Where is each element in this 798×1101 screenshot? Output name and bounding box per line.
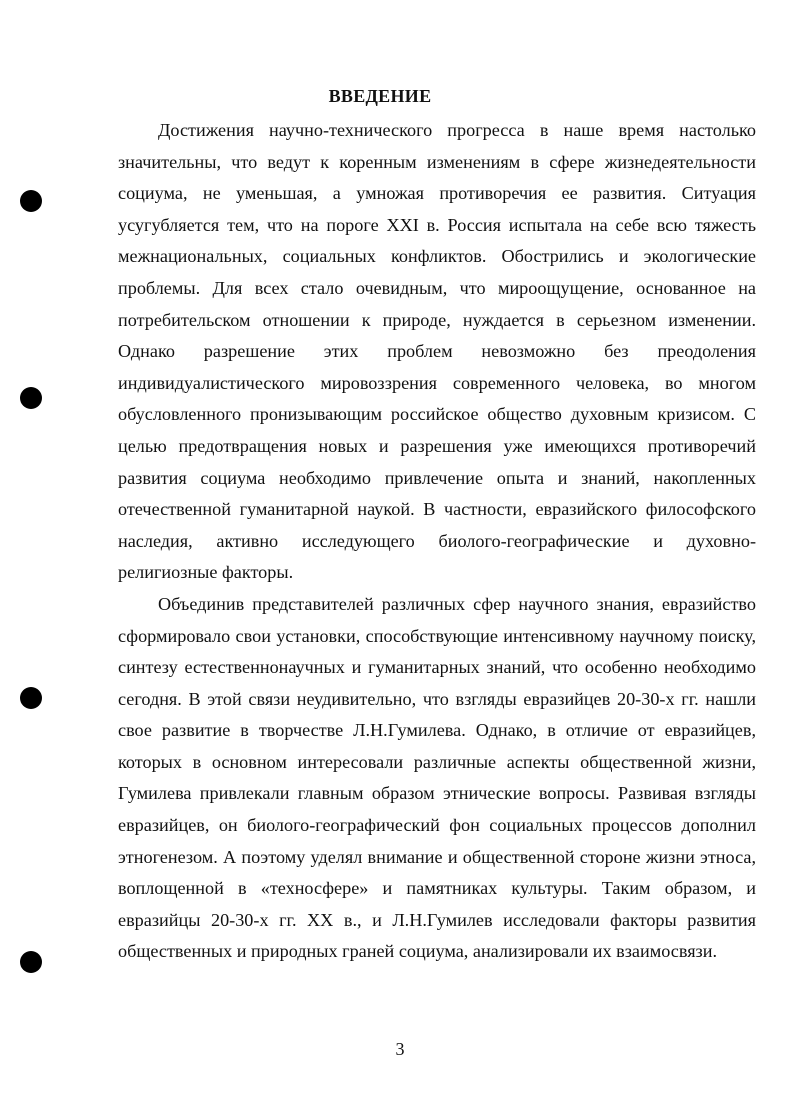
body-text <box>118 115 756 968</box>
paragraph-2: Объединив представителей различных сфер научного знания, евразийство сформировало свои установки, способствующие интенсивному научному поиску, синтезу естественнонаучных и гуманитарных знаний, что особенно необходимо сегодня. В этой связи неудивительно, что взгляды евразийцев 20-30-х гг. нашли свое развитие в творчестве Л.Н.Гумилева. Однако, в отличие от евразийцев, которых в основном интересовали различные аспекты общественной жизни, Гумилева привлекали главным образом этнические вопросы. Развивая взгляды евразийцев, он биолого-географический фон социальных процессов дополнил этногенезом. А поэтому уделял внимание и общественной стороне жизни этноса, воплощенной в «техносфере» и памятниках культуры. Таким образом, и евразийцы 20-30-х гг. XX в., и Л.Н.Гумилев исследовали факторы развития общественных и природных граней социума, анализировали их взаимосвязи. <box>118 593 756 962</box>
punch-hole <box>20 190 42 212</box>
paragraph-1: Достижения научно-технического прогресса в наше время настолько значительны, что ведут к коренным изменениям в сфере жизнедеятельности социума, не уменьшая, а умножая противоречия ее развития. Ситуация усугубляется тем, что на пороге XXI в. Россия испытала на себе всю тяжесть межнациональных, социальных конфликтов. Обострились и экологические проблемы. Для всех стало очевидным, что мироощущение, основанное на потребительском отношении к природе, нуждается в серьезном изменении. Однако разрешение этих проблем невозможно без преодоления индивидуалистического мировоззрения современного человека, во многом обусловленного пронизывающим российское общество духовным кризисом. С целью предотвращения новых и разрешения уже имеющихся противоречий развития социума необходимо привлечение опыта и знаний, накопленных отечественной гуманитарной наукой. В частности, евразийского философского наследия, активно исследующего биолого-географические и духовно-религиозные факторы. <box>118 120 756 583</box>
punch-hole <box>20 687 42 709</box>
page-number: 3 <box>395 1039 405 1059</box>
section-heading: ВВЕДЕНИЕ <box>328 86 432 106</box>
punch-hole <box>20 387 42 409</box>
punch-hole <box>20 951 42 973</box>
